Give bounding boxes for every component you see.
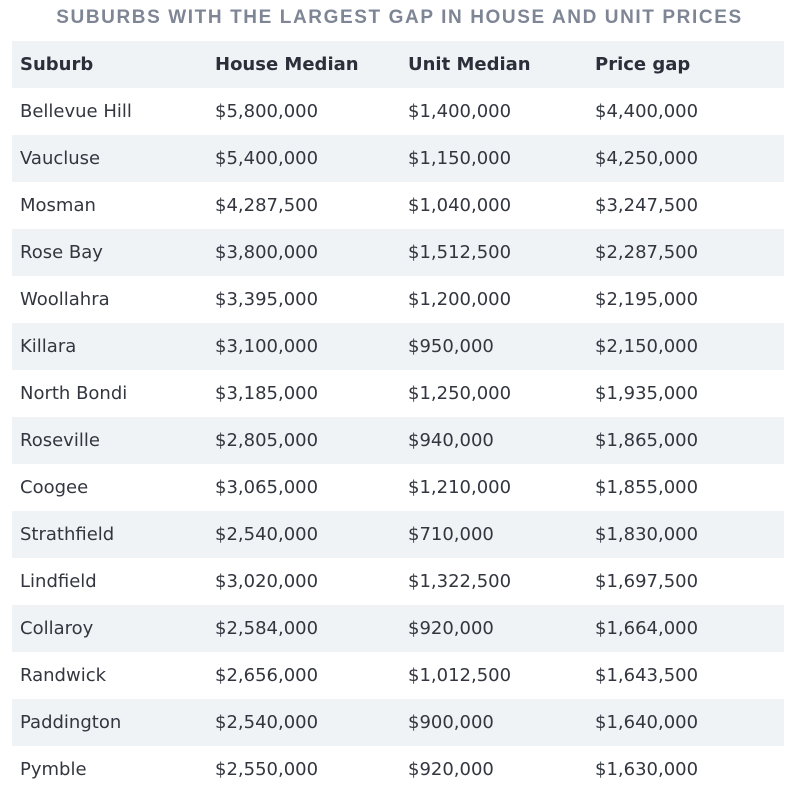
cell-unit-median: $940,000 [408,430,494,451]
table-row [12,88,784,135]
table-row [12,652,784,699]
cell-house-median: $3,395,000 [215,289,319,310]
header-house-median: House Median [215,54,359,75]
cell-unit-median: $1,400,000 [408,101,512,122]
cell-house-median: $3,800,000 [215,242,319,263]
cell-suburb: North Bondi [20,383,128,404]
cell-suburb: Roseville [20,430,100,451]
cell-house-median: $2,540,000 [215,524,319,545]
table-row [12,746,784,793]
table-row [12,276,784,323]
cell-unit-median: $1,200,000 [408,289,512,310]
table-row [12,699,784,746]
table-row [12,323,784,370]
cell-house-median: $3,100,000 [215,336,319,357]
cell-price-gap: $4,400,000 [595,101,699,122]
table-row [12,135,784,182]
table-row [12,229,784,276]
cell-unit-median: $710,000 [408,524,494,545]
cell-house-median: $2,584,000 [215,618,319,639]
cell-house-median: $2,550,000 [215,759,319,780]
cell-suburb: Woollahra [20,289,110,310]
header-row [12,41,784,88]
cell-unit-median: $1,012,500 [408,665,512,686]
header-unit-median: Unit Median [408,54,531,75]
cell-suburb: Killara [20,336,77,357]
table-row [12,605,784,652]
cell-suburb: Coogee [20,477,89,498]
cell-suburb: Mosman [20,195,96,216]
cell-price-gap: $3,247,500 [595,195,699,216]
cell-suburb: Collaroy [20,618,94,639]
cell-price-gap: $1,865,000 [595,430,699,451]
price-gap-table [12,41,784,793]
table-row [12,182,784,229]
cell-price-gap: $1,664,000 [595,618,699,639]
cell-suburb: Strathfield [20,524,115,545]
cell-house-median: $4,287,500 [215,195,319,216]
cell-unit-median: $950,000 [408,336,494,357]
cell-suburb: Randwick [20,665,107,686]
header-price-gap: Price gap [595,54,691,75]
cell-suburb: Paddington [20,712,122,733]
cell-unit-median: $1,322,500 [408,571,512,592]
cell-house-median: $5,400,000 [215,148,319,169]
cell-house-median: $5,800,000 [215,101,319,122]
cell-suburb: Pymble [20,759,87,780]
cell-unit-median: $920,000 [408,759,494,780]
cell-price-gap: $1,640,000 [595,712,699,733]
header-suburb: Suburb [20,54,94,75]
table-title: SUBURBS WITH THE LARGEST GAP IN HOUSE AND UNIT PRICES [56,7,743,28]
cell-suburb: Rose Bay [20,242,103,263]
cell-house-median: $2,805,000 [215,430,319,451]
cell-price-gap: $1,697,500 [595,571,699,592]
cell-price-gap: $1,935,000 [595,383,699,404]
cell-unit-median: $1,150,000 [408,148,512,169]
table-row [12,370,784,417]
cell-price-gap: $1,855,000 [595,477,699,498]
table-row [12,417,784,464]
cell-house-median: $3,065,000 [215,477,319,498]
cell-house-median: $2,540,000 [215,712,319,733]
cell-house-median: $3,185,000 [215,383,319,404]
cell-suburb: Bellevue Hill [20,101,132,122]
table-row [12,511,784,558]
cell-house-median: $2,656,000 [215,665,319,686]
cell-price-gap: $1,630,000 [595,759,699,780]
cell-price-gap: $2,287,500 [595,242,699,263]
cell-unit-median: $1,040,000 [408,195,512,216]
cell-price-gap: $4,250,000 [595,148,699,169]
cell-unit-median: $1,210,000 [408,477,512,498]
cell-unit-median: $900,000 [408,712,494,733]
cell-price-gap: $1,643,500 [595,665,699,686]
cell-price-gap: $2,195,000 [595,289,699,310]
cell-house-median: $3,020,000 [215,571,319,592]
cell-price-gap: $1,830,000 [595,524,699,545]
cell-unit-median: $1,512,500 [408,242,512,263]
cell-unit-median: $1,250,000 [408,383,512,404]
cell-unit-median: $920,000 [408,618,494,639]
cell-suburb: Vaucluse [20,148,101,169]
table-row [12,464,784,511]
cell-price-gap: $2,150,000 [595,336,699,357]
cell-suburb: Lindfield [20,571,97,592]
table-row [12,558,784,605]
